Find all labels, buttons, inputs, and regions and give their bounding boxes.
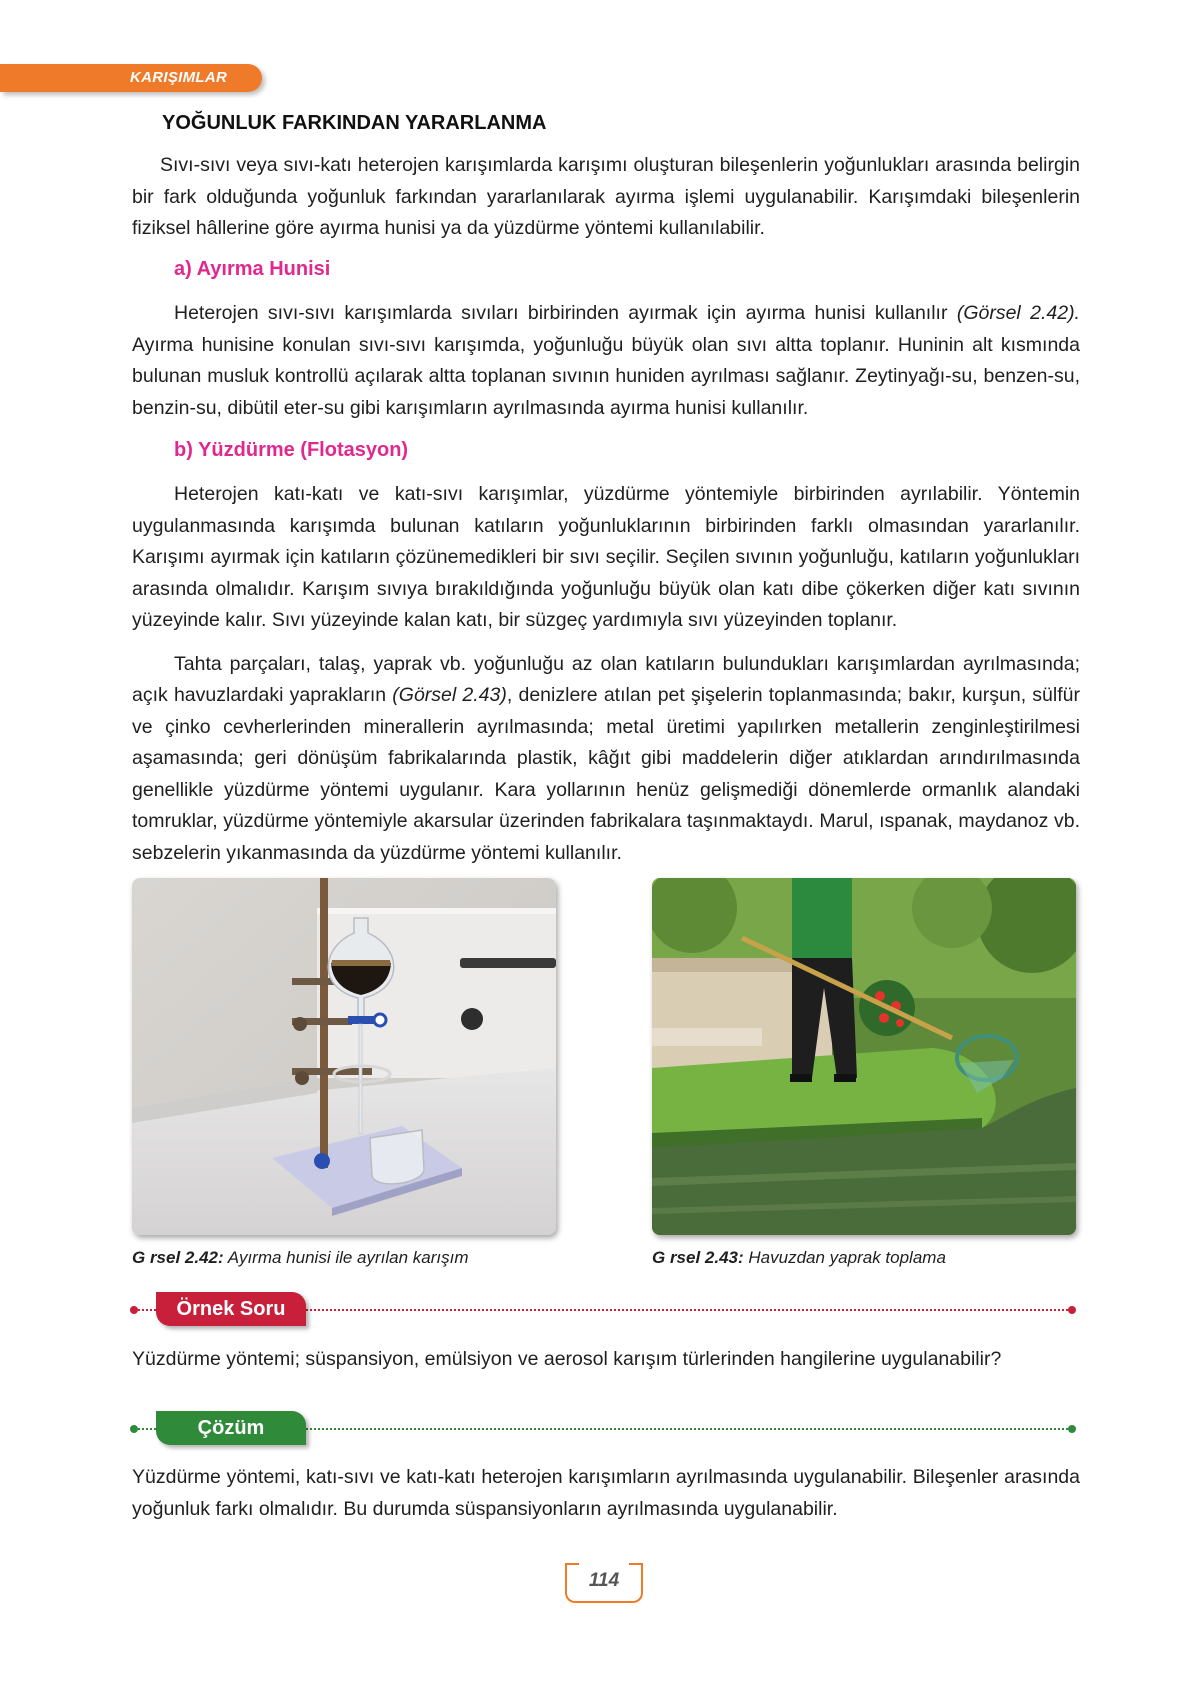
page-number: 114 <box>565 1563 643 1603</box>
solution-block <box>132 1462 1080 1525</box>
example-question-text: Yüzdürme yöntemi; süspansiyon, emülsiyon ve aerosol karışım türlerinden hangilerine uygulanabilir? <box>132 1348 1002 1370</box>
ayirma-hunisi-paragraph <box>132 298 1080 424</box>
subheading-yuzdurme: b) Yüzdürme (Flotasyon) <box>174 439 409 461</box>
section-title: YOĞUNLUK FARKINDAN YARARLANMA <box>162 112 547 134</box>
chapter-tab <box>0 64 262 92</box>
chapter-tab-label: KARIŞIMLAR <box>130 69 228 86</box>
yuzdurme-text-1: Tahta parçaları, talaş, yaprak vb. yoğunluğu az olan katıların bulundukları karışımlardan ayrılmasında; açık havuzlardaki yaprakların <box>132 652 1080 706</box>
separatory-funnel-illustration <box>132 878 556 1235</box>
pool-skimming-illustration <box>652 878 1076 1235</box>
yuzdurme-paragraph-2 <box>132 649 1080 870</box>
photo-pool-skimming <box>652 878 1076 1235</box>
ayirma-hunisi-block <box>132 298 1080 424</box>
caption-figure-2-42 <box>132 1248 469 1268</box>
yuzdurme-block <box>132 479 1080 869</box>
subheading-ayirma-hunisi: a) Ayırma Hunisi <box>174 258 331 280</box>
caption-figure-2-43 <box>652 1248 946 1268</box>
caption-text-2-43: Havuzdan yaprak toplama <box>743 1248 946 1267</box>
figure-ref-2-42: (Görsel 2.42). <box>956 302 1080 324</box>
intro-block <box>132 150 1080 245</box>
example-question-badge: Örnek Soru <box>156 1292 306 1326</box>
ayirma-text-2: Ayırma hunisine konulan sıvı-sıvı karışımda, yoğunluğu büyük olan sıvı altta toplanır. Huninin alt kısmında bulunan musluk kontrollü açılarak altta toplanan sıvının huniden ayrılması sağlanır. Zeytinyağı-su, benzen-su, benzin-su, dibütil eter-su gibi karışımların ayrılmasında ayırma hunisi kullanılır. <box>132 333 1080 419</box>
example-line-dot-right <box>1068 1306 1076 1314</box>
example-line-dot-left <box>130 1306 138 1314</box>
yuzdurme-text-2: , denizlere atılan pet şişelerin toplanmasında; bakır, kurşun, sülfür ve çinko cevherlerinden minerallerin ayrılmasında; metal üretimi yapılırken metallerin zenginleştirilmesi aşamasında; geri dönüşüm fabrikalarında plastik, kâğıt gibi maddelerin diğer atıklardan arındırılmasında genellikle yüzdürme yöntemi uygulanır. Kara yollarının henüz gelişmediği dönemlerde ormanlık alandaki tomruklar, yüzdürme yöntemiyle akarsular üzerinden fabrikalara taşınmaktaydı. Marul, ıspanak, maydanoz vb. sebzelerin yıkanmasında da yüzdürme yöntemi kullanılır. <box>132 684 1080 864</box>
solution-line-dot-left <box>130 1425 138 1433</box>
caption-label-2-43: G rsel 2.43: <box>652 1248 744 1267</box>
figure-ref-2-43: (Görsel 2.43) <box>392 684 507 706</box>
caption-text-2-42: Ayırma hunisi ile ayrılan karışım <box>223 1248 469 1267</box>
photo-separatory-funnel <box>132 878 556 1235</box>
solution-text: Yüzdürme yöntemi, katı-sıvı ve katı-katı heterojen karışımların ayrılmasında uygulanabilir. Bileşenler arasında yoğunluk farkı olmalıdır. Bu durumda süspansiyonların ayrılmasında uygulanabilir. <box>132 1466 1080 1520</box>
caption-label-2-42: G rsel 2.42: <box>132 1248 224 1267</box>
yuzdurme-paragraph-1: Heterojen katı-katı ve katı-sıvı karışımlar, yüzdürme yöntemiyle birbirinden ayrılabilir. Yöntemin uygulanmasında karışımda bulunan katıların yoğunluklarının birbirinden farklı olmasından yararlanılır. Karışımı ayırmak için katıların çözünemedikleri bir sıvı seçilir. Seçilen sıvının yoğunluğu, katıların yoğunlukları arasında olmalıdır. Karışım sıvıya bırakıldığında yoğunluğu büyük olan katı dibe çökerken diğer katı sıvının yüzeyinde kalır. Sıvı yüzeyinde kalan katı, bir süzgeç yardımıyla sıvı yüzeyinden toplanır. <box>132 483 1080 631</box>
ayirma-text-1: Heterojen sıvı-sıvı karışımlarda sıvıları birbirinden ayırmak için ayırma hunisi kullanılır <box>174 302 957 324</box>
intro-paragraph: Sıvı-sıvı veya sıvı-katı heterojen karışımlarda karışımı oluşturan bileşenlerin yoğunlukları arasında belirgin bir fark olduğunda yoğunluk farkından yararlanılarak ayırma işlemi uygulanabilir. Karışımdaki bileşenlerin fiziksel hâllerine göre ayırma hunisi ya da yüzdürme yöntemi kullanılabilir. <box>132 154 1080 239</box>
solution-line-dot-right <box>1068 1425 1076 1433</box>
solution-badge: Çözüm <box>156 1411 306 1445</box>
example-question-block <box>132 1344 1080 1376</box>
